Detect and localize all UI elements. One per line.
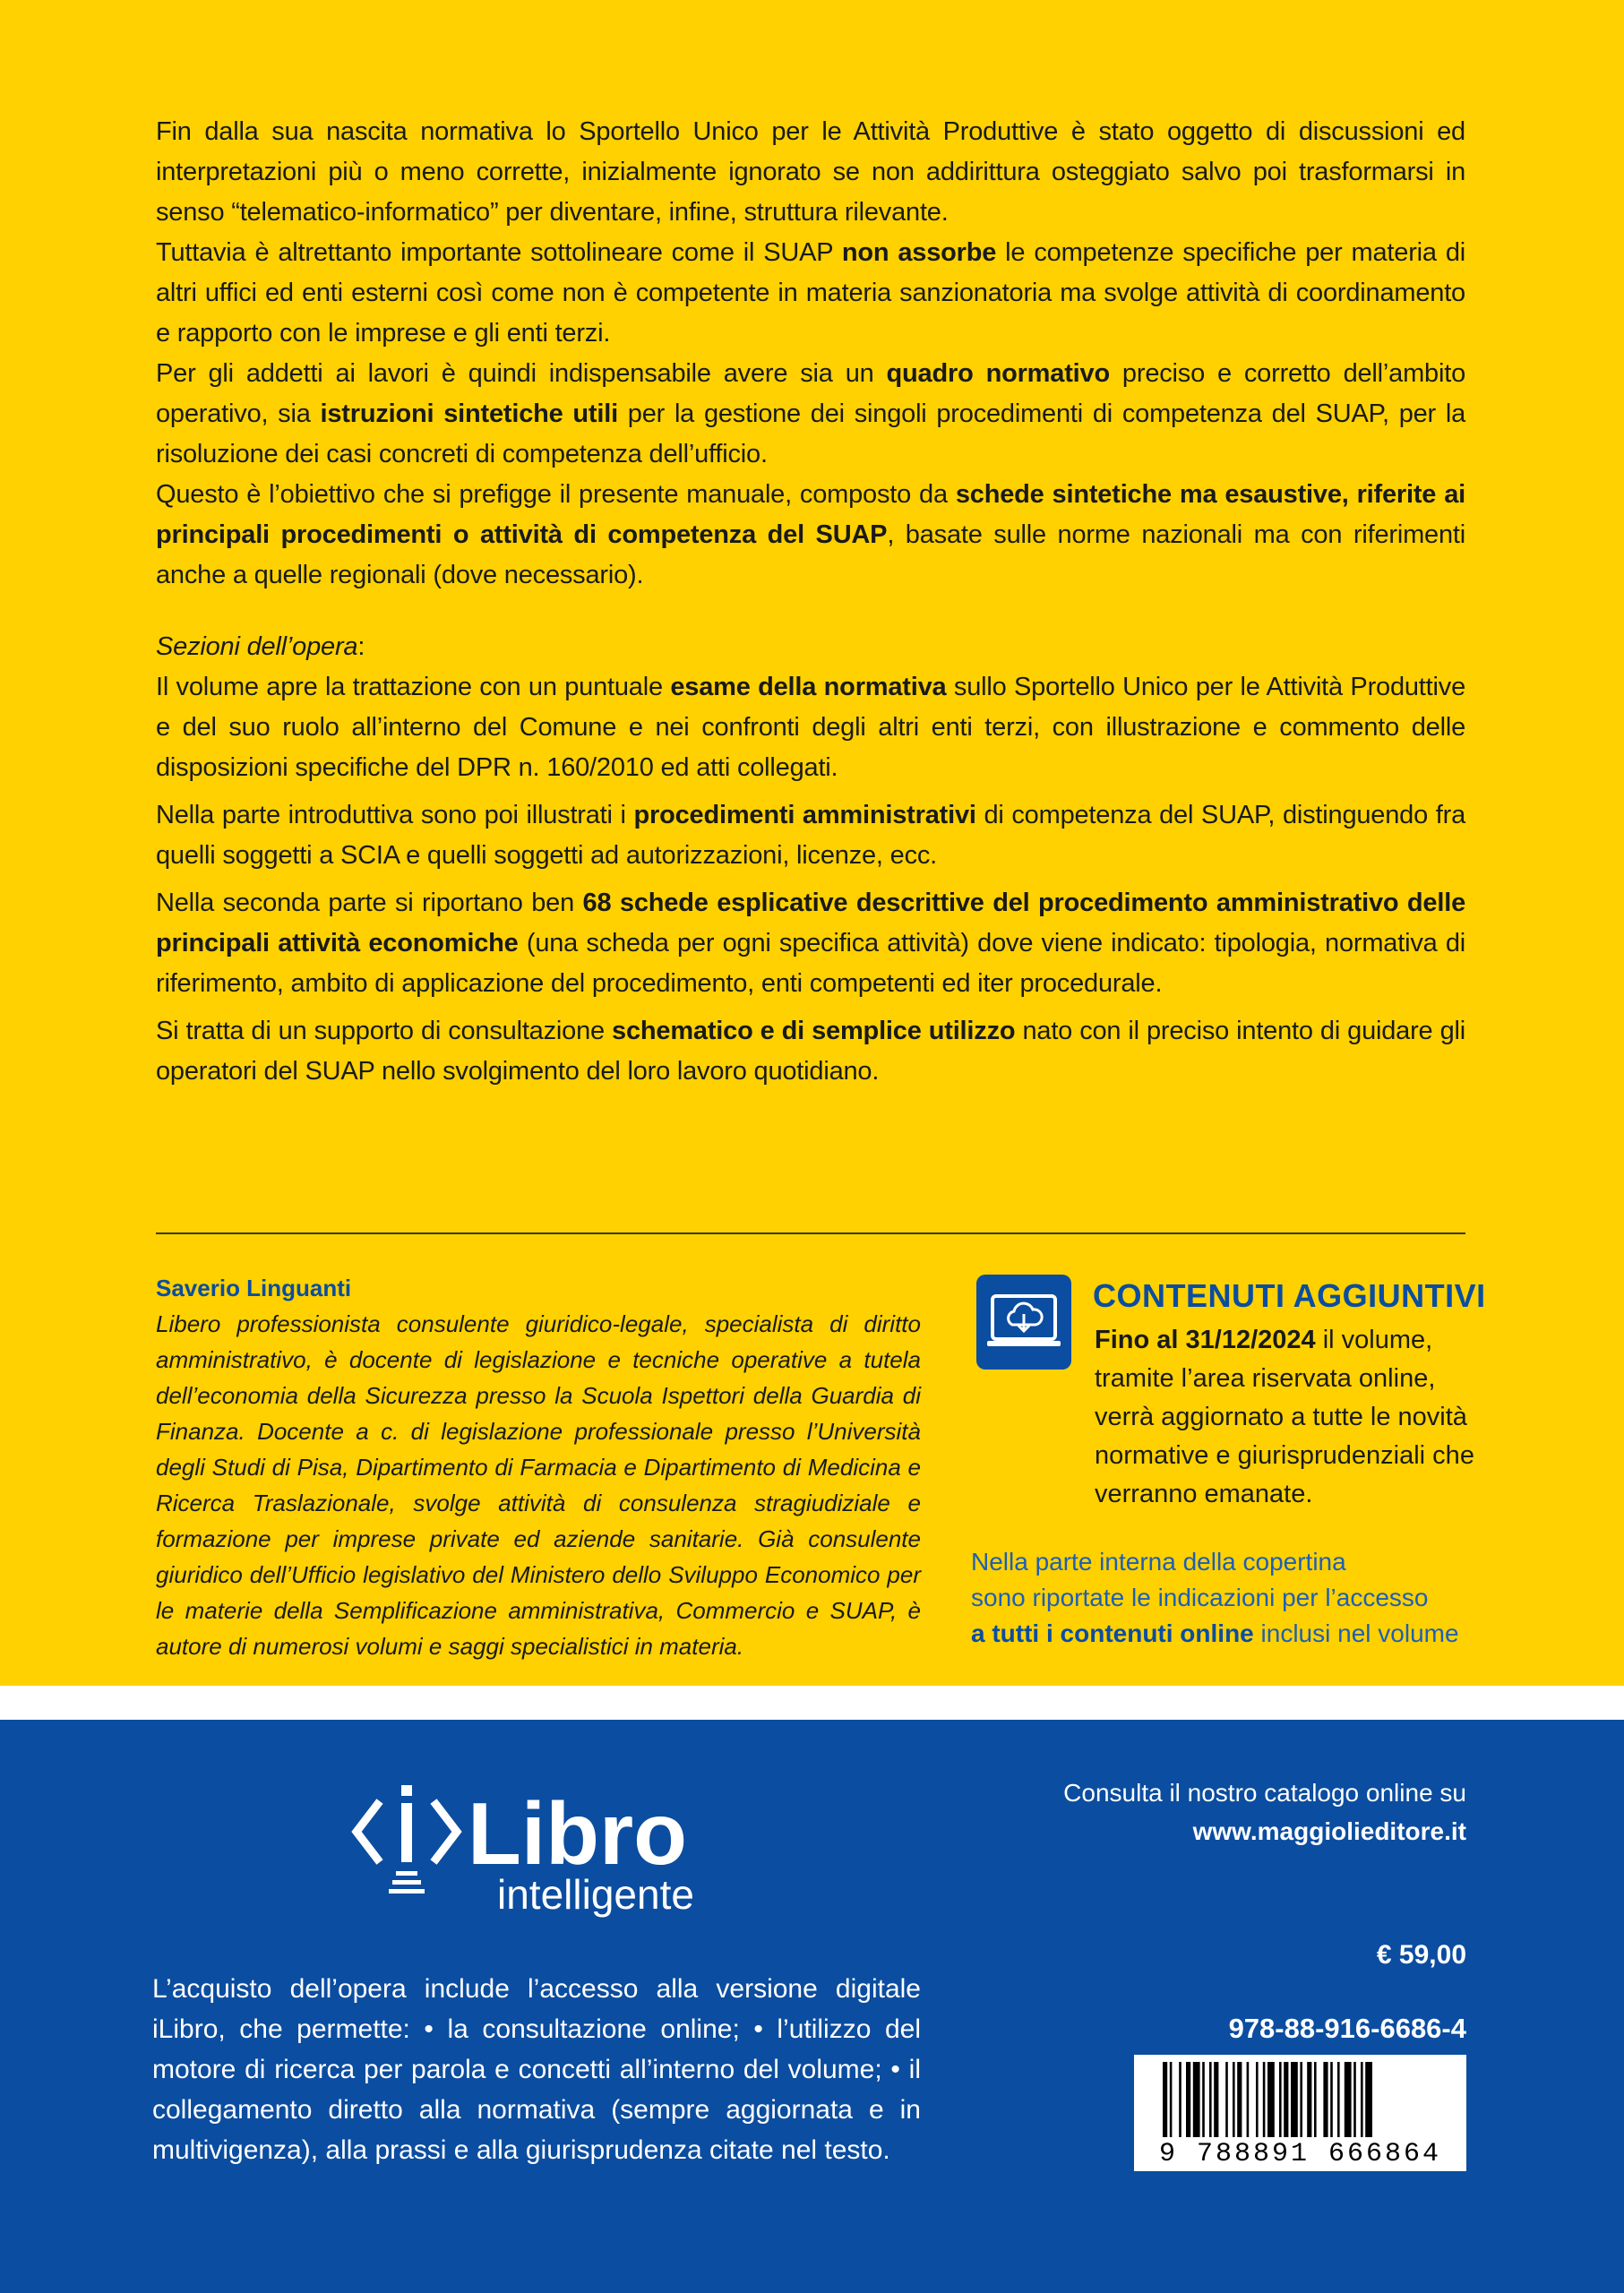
catalog-info: Consulta il nostro catalogo online su www.maggiolieditore.it	[1063, 1773, 1466, 1851]
barcode-bar	[1209, 2062, 1212, 2137]
blurb-paragraph: Si tratta di un supporto di consultazione schematico e di semplice utilizzo nato con il preciso intento di guidare gli operatori del SUAP nello svolgimento del loro lavoro quotidiano.	[156, 1017, 1465, 1086]
ilibro-subtitle: intelligente	[497, 1871, 694, 1918]
barcode-bar	[1291, 2062, 1298, 2137]
barcode-bar	[1233, 2062, 1235, 2137]
barcode-bar	[1214, 2062, 1218, 2137]
extra-content-body: Fino al 31/12/2024 il volume, tramite l’area riservata online, verrà aggiornato a tutte le novità normative e giurisprudenziali che verranno emanate.	[1095, 1326, 1474, 1508]
barcode-bar	[1256, 2062, 1259, 2137]
barcode-bar	[1284, 2062, 1288, 2137]
barcode-bar	[1330, 2062, 1333, 2137]
author-name: Saverio Linguanti	[156, 1275, 352, 1301]
cloud-download-monitor-icon	[976, 1275, 1071, 1370]
sections-heading: Sezioni dell’opera:	[156, 632, 365, 661]
isbn: 978-88-916-6686-4	[1228, 2013, 1466, 2044]
ilibro-logo	[349, 1778, 726, 1944]
blurb-paragraph: Per gli addetti ai lavori è quindi indispensabile avere sia un quadro normativo preciso e corretto dell’ambito operativo, sia istruzioni sintetiche utili per la gestione dei singoli procedimenti di competenza del SUAP, per la risoluzione dei casi concreti di competenza dell’ufficio.	[156, 359, 1466, 468]
barcode-bar	[1202, 2062, 1205, 2137]
barcode-bar	[1353, 2062, 1356, 2137]
blurb-text	[156, 112, 1465, 1092]
barcode-bars	[1134, 2055, 1466, 2144]
ilibro-word: Libro	[468, 1784, 687, 1883]
online-access-note: Nella parte interna della copertina sono riportate le indicazioni per l’accesso a tutti i contenuti online inclusi nel volume	[971, 1548, 1459, 1647]
barcode-bar	[1345, 2062, 1352, 2137]
author-bio-block	[156, 1270, 921, 1664]
barcode-bar	[1263, 2062, 1266, 2137]
barcode-bar	[1361, 2062, 1363, 2137]
barcode-bar	[1337, 2062, 1340, 2137]
blurb-paragraph: Fin dalla sua nascita normativa lo Sportello Unico per le Attività Produttive è stato oggetto di discussioni ed interpretazioni più o meno corrette, inizialmente ignorato se non addirittura osteggiato salvo poi trasformarsi in senso “telematico-informatico” per diventare, infine, struttura rilevante.	[156, 117, 1465, 227]
blurb-paragraph: Tuttavia è altrettanto importante sottolineare come il SUAP non assorbe le competenze specifiche per materia di altri uffici ed enti esterni così come non è competente in materia sanzionatoria ma svolge attività di coordinamento e rapporto con le imprese e gli enti terzi.	[156, 238, 1466, 348]
blurb-paragraph: Nella seconda parte si riportano ben 68 schede esplicative descrittive del procedimento amministrativo delle principali attività economiche (una scheda per ogni specifica attività) dove viene indicato: tipologia, normativa di riferimento, ambito di applicazione del procedimento, enti competenti ed iter procedurale.	[156, 889, 1466, 998]
barcode-bar	[1247, 2062, 1250, 2137]
extra-content-title: CONTENUTI AGGIUNTIVI	[1093, 1277, 1486, 1314]
barcode-bar	[1307, 2062, 1311, 2137]
price: € 59,00	[1376, 1940, 1466, 1970]
author-bio: Libero professionista consulente giuridico-legale, specialista di diritto amministrativo, è docente di legislazione e tecniche operative a tutela dell’economia della Sicurezza presso la Scuola Ispettori della Guardia di Finanza. Docente a c. di legislazione professionale presso l’Università degli Studi di Pisa, Dipartimento di Farmacia e Dipartimento di Medicina e Ricerca Traslazionale, svolge attività di consulenza stragiudiziale e formazione per imprese private ed aziende sanitarie. Già consulente giuridico dell’Ufficio legislativo del Ministero dello Sviluppo Economico per le materie della Semplificazione amministrativa, Commercio e SUAP, è autore di numerosi volumi e saggi specialistici in materia.	[156, 1310, 921, 1660]
ilibro-description: L’acquisto dell’opera include l’accesso alla versione digitale iLibro, che permette: • la consultazione online; • l’utilizzo del motore di ricerca per parola e concetti all’interno del volume; • il collegamento diretto alla normativa (sempre aggiornata e in multivigenza), alla prassi e alla giurisprudenza citate nel testo.	[152, 1974, 921, 2165]
barcode-bar	[1300, 2062, 1302, 2137]
white-divider-band	[0, 1686, 1624, 1720]
barcode-bar	[1179, 2062, 1181, 2137]
barcode	[1134, 2055, 1466, 2171]
barcode-bar	[1267, 2062, 1275, 2137]
horizontal-divider	[156, 1232, 1465, 1234]
barcode-bar	[1163, 2062, 1167, 2137]
blurb-paragraph: Nella parte introduttiva sono poi illustrati i procedimenti amministrativi di competenza del SUAP, distinguendo fra quelli soggetti a SCIA e quelli soggetti ad autorizzazioni, licenze, ecc.	[156, 801, 1465, 870]
barcode-digits: 9 788891 666864	[1158, 2139, 1442, 2169]
blurb-paragraph: Il volume apre la trattazione con un puntuale esame della normativa sullo Sportello Unico per le Attività Produttive e del suo ruolo all’interno del Comune e nei confronti degli altri enti terzi, con illustrazione e commento delle disposizioni specifiche del DPR n. 160/2010 ed atti collegati.	[156, 673, 1465, 782]
blurb-paragraph: Questo è l’obiettivo che si prefigge il presente manuale, composto da schede sintetiche ma esaustive, riferite ai principali procedimenti o attività di competenza del SUAP, basate sulle norme nazionali ma con riferimenti anche a quelle regionali (dove necessario).	[156, 480, 1466, 589]
barcode-bar	[1225, 2062, 1228, 2137]
barcode-bar	[1279, 2062, 1282, 2137]
barcode-bar	[1186, 2062, 1190, 2137]
barcode-bar	[1237, 2062, 1242, 2137]
catalog-url[interactable]: www.maggiolieditore.it	[1192, 1817, 1466, 1845]
barcode-bar	[1170, 2062, 1173, 2137]
barcode-bar	[1314, 2062, 1317, 2137]
barcode-bar	[1323, 2062, 1328, 2137]
ilibro-logo-graphic	[349, 1778, 726, 1939]
barcode-bar	[1193, 2062, 1200, 2137]
barcode-bar	[1365, 2062, 1372, 2137]
